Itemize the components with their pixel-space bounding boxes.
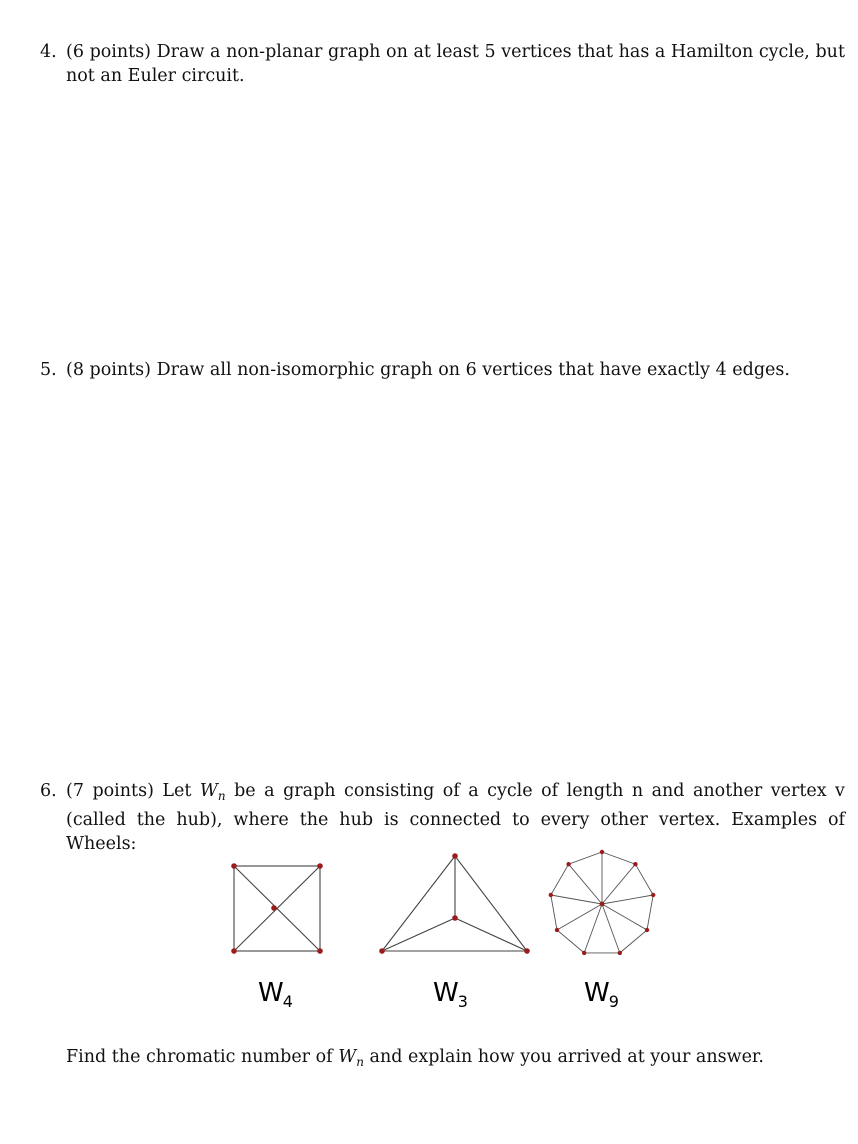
w3-hub	[452, 915, 458, 921]
prompt-text-b: and explain how you arrived at your answer.	[369, 1047, 764, 1067]
w9-spoke	[557, 904, 602, 930]
w9-vertex	[566, 862, 570, 866]
w9-spoke	[602, 864, 635, 904]
w9-vertex	[651, 893, 655, 897]
label-w9: $W_9$	[584, 978, 619, 1011]
wheel-w3-graph	[379, 853, 530, 954]
label-w4: $W_4$	[258, 978, 293, 1011]
w4-vertex	[317, 948, 323, 954]
wheel-w9-graph	[549, 850, 656, 955]
w9-spoke	[569, 864, 602, 904]
question-6	[40, 779, 845, 856]
w3-vertex	[452, 853, 458, 859]
w3-spoke	[455, 918, 527, 951]
wheel-graphs-svg	[222, 848, 672, 968]
question-text: Draw all non-isomorphic graph on 6 vertices that have exactly 4 edges.	[156, 360, 790, 380]
question-number: 6.	[40, 781, 57, 801]
question-points: (6 points)	[66, 42, 152, 62]
w9-vertex	[618, 951, 622, 955]
w9-vertex	[555, 928, 559, 932]
question-text: Draw a non-planar graph on at least 5 vertices that has a Hamilton cycle, but not an Euler circuit.	[66, 42, 845, 86]
question-points: (8 points)	[66, 360, 151, 380]
chromatic-number-prompt	[66, 1045, 764, 1074]
w9-vertex	[582, 951, 586, 955]
w9-spoke	[602, 904, 647, 930]
label-w3: $W_3$	[433, 978, 468, 1011]
question-text-a: Let	[162, 781, 192, 801]
w9-spoke	[602, 904, 620, 953]
w3-vertex	[524, 948, 530, 954]
math-w-sub: n	[217, 789, 226, 803]
w4-hub	[271, 905, 277, 911]
question-number: 4.	[40, 42, 57, 62]
question-number: 5.	[40, 360, 57, 380]
w9-vertex	[633, 862, 637, 866]
math-w-sub: n	[356, 1055, 364, 1069]
math-w: W	[199, 781, 218, 801]
w9-spoke	[602, 895, 653, 904]
w4-vertex	[231, 948, 237, 954]
w9-vertex	[645, 928, 649, 932]
w3-vertex	[379, 948, 385, 954]
question-points: (7 points)	[66, 781, 154, 801]
w9-hub	[600, 902, 605, 907]
question-text-b: be a graph consisting of a cycle of length n and another vertex v (called the hub), where the hub is connected to every other vertex. Examples of Wheels:	[66, 781, 845, 854]
question-5	[40, 358, 845, 382]
prompt-text-a: Find the chromatic number of	[66, 1047, 333, 1067]
wheel-figures	[222, 848, 672, 1018]
wheel-w4-graph	[231, 863, 323, 954]
w4-vertex	[231, 863, 237, 869]
w3-spoke	[382, 918, 455, 951]
math-w: W	[338, 1047, 357, 1067]
w9-spoke	[551, 895, 602, 904]
w9-vertex	[600, 850, 604, 854]
w9-vertex	[549, 893, 553, 897]
w4-vertex	[317, 863, 323, 869]
w9-spoke	[584, 904, 602, 953]
question-4	[40, 40, 845, 88]
